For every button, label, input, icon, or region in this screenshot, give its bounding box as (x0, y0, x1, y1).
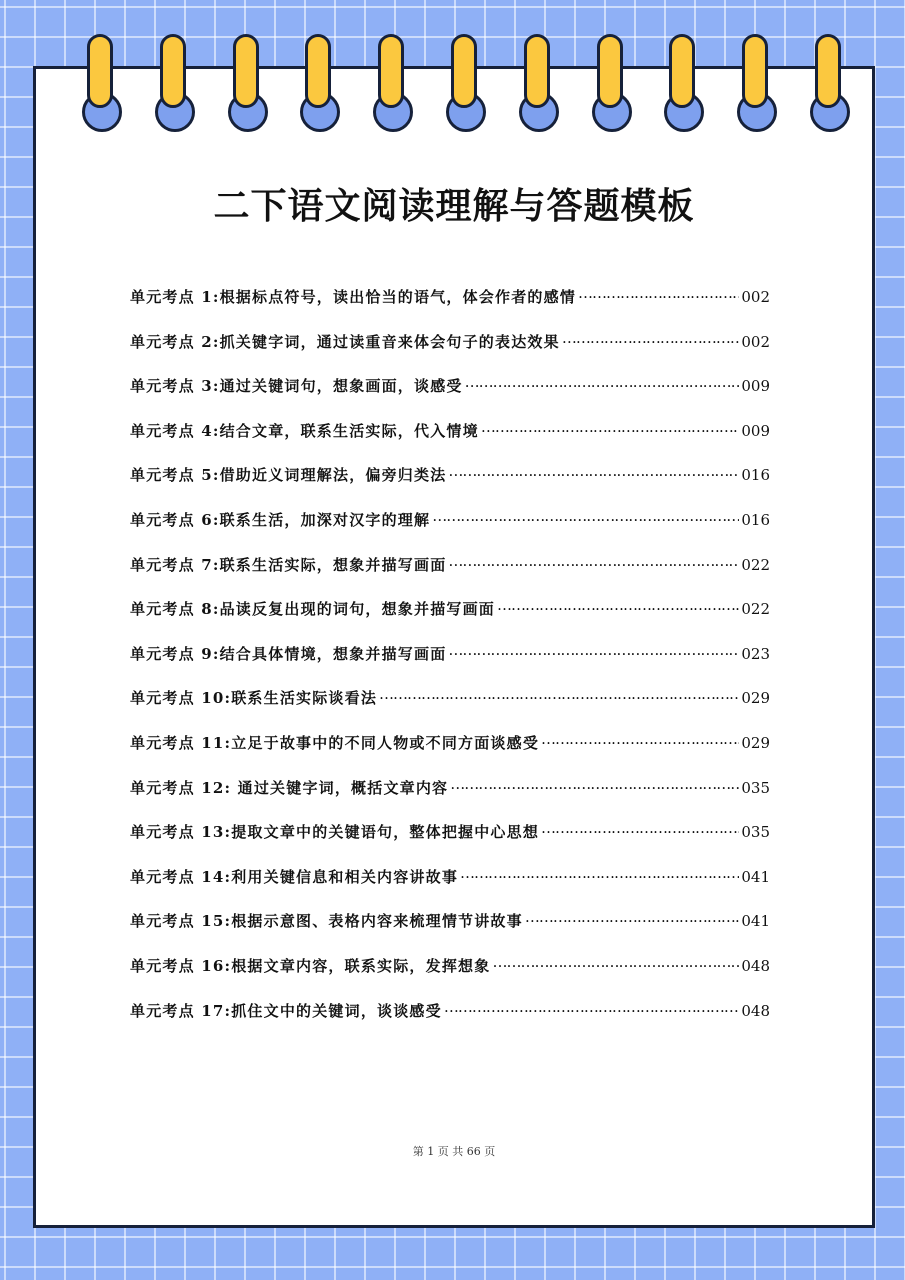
toc-entry[interactable] (130, 685, 770, 730)
toc-entry[interactable] (130, 998, 770, 1043)
toc-leader-dots (448, 552, 739, 570)
table-of-contents (130, 284, 770, 1042)
toc-leader-dots (481, 418, 740, 436)
toc-entry-page: 041 (741, 867, 770, 886)
toc-entry-label: 单元考点 7:联系生活实际，想象并描写画面 (130, 555, 447, 574)
toc-entry-label: 单元考点 14:利用关键信息和相关内容讲故事 (130, 867, 459, 886)
toc-entry[interactable] (130, 284, 770, 329)
toc-leader-dots (432, 507, 739, 525)
ring-clip (378, 34, 404, 108)
toc-entry-label: 单元考点 5:借助近义词理解法，偏旁归类法 (130, 466, 447, 485)
toc-leader-dots (578, 284, 739, 302)
toc-leader-dots (492, 953, 739, 971)
binder-ring-icon (520, 34, 554, 130)
toc-entry[interactable] (130, 864, 770, 909)
toc-entry-label: 单元考点 13:提取文章中的关键语句，整体把握中心思想 (130, 823, 540, 842)
toc-entry-label: 单元考点 17:抓住文中的关键词，谈谈感受 (130, 1001, 442, 1020)
toc-entry[interactable] (130, 908, 770, 953)
toc-entry[interactable] (130, 596, 770, 641)
toc-entry-page: 035 (741, 823, 770, 842)
toc-entry[interactable] (130, 730, 770, 775)
toc-leader-dots (465, 373, 740, 391)
toc-leader-dots (541, 819, 739, 837)
toc-entry-page: 016 (741, 466, 770, 485)
toc-entry[interactable] (130, 329, 770, 374)
toc-leader-dots (444, 998, 740, 1016)
ring-clip (669, 34, 695, 108)
toc-leader-dots (450, 775, 739, 793)
toc-entry-page: 023 (741, 644, 770, 663)
toc-entry-label: 单元考点 11:立足于故事中的不同人物或不同方面谈感受 (130, 733, 540, 752)
toc-entry-label: 单元考点 10:联系生活实际谈看法 (130, 689, 378, 708)
page-footer: 第 1 页 共 66 页 (412, 1145, 496, 1158)
toc-leader-dots (448, 462, 739, 480)
toc-entry-label: 单元考点 15:根据示意图、表格内容来梳理情节讲故事 (130, 912, 523, 931)
toc-entry[interactable] (130, 462, 770, 507)
ring-clip (87, 34, 113, 108)
toc-leader-dots (525, 908, 740, 926)
toc-leader-dots (460, 864, 739, 882)
ring-clip (233, 34, 259, 108)
ring-clip (597, 34, 623, 108)
toc-entry-page: 048 (741, 956, 770, 975)
binder-ring-icon (83, 34, 117, 130)
toc-entry-label: 单元考点 9:结合具体情境，想象并描写画面 (130, 644, 447, 663)
toc-entry-label: 单元考点 16:根据文章内容，联系实际，发挥想象 (130, 956, 491, 975)
toc-entry[interactable] (130, 819, 770, 864)
toc-entry-page: 022 (741, 600, 770, 619)
toc-entry[interactable] (130, 507, 770, 552)
ring-clip (451, 34, 477, 108)
toc-entry-label: 单元考点 1:根据标点符号，读出恰当的语气，体会作者的感情 (130, 288, 576, 306)
ring-clip (524, 34, 550, 108)
toc-entry-label: 单元考点 4:结合文章，联系生活实际，代入情境 (130, 421, 479, 440)
toc-entry-page: 002 (741, 332, 770, 351)
toc-entry-page: 009 (741, 377, 770, 396)
binder-ring-icon (229, 34, 263, 130)
toc-entry-page: 016 (741, 510, 770, 529)
binder-ring-icon (593, 34, 627, 130)
page-title: 二下语文阅读理解与答题模板 (213, 186, 695, 227)
toc-entry[interactable] (130, 373, 770, 418)
binder-ring-icon (374, 34, 408, 130)
ring-clip (742, 34, 768, 108)
toc-entry-page: 035 (741, 778, 770, 797)
toc-entry[interactable] (130, 775, 770, 820)
toc-entry-page: 002 (741, 288, 770, 306)
binder-ring-icon (447, 34, 481, 130)
toc-entry-label: 单元考点 3:通过关键词句，想象画面，谈感受 (130, 377, 463, 396)
toc-entry-page: 029 (741, 689, 770, 708)
binder-ring-icon (156, 34, 190, 130)
toc-entry-page: 009 (741, 421, 770, 440)
toc-leader-dots (541, 730, 739, 748)
ring-clip (815, 34, 841, 108)
toc-entry[interactable] (130, 641, 770, 686)
toc-entry-page: 041 (741, 912, 770, 931)
binder-ring-icon (738, 34, 772, 130)
toc-leader-dots (562, 329, 740, 347)
toc-leader-dots (448, 641, 739, 659)
ring-clip (160, 34, 186, 108)
ring-clip (305, 34, 331, 108)
binder-ring-icon (301, 34, 335, 130)
binder-ring-icon (665, 34, 699, 130)
toc-entry[interactable] (130, 552, 770, 597)
binder-ring-icon (811, 34, 845, 130)
toc-entry-label: 单元考点 12: 通过关键字词，概括文章内容 (130, 778, 449, 797)
toc-entry[interactable] (130, 953, 770, 998)
toc-entry[interactable] (130, 418, 770, 463)
toc-entry-label: 单元考点 8:品读反复出现的词句，想象并描写画面 (130, 600, 495, 619)
toc-leader-dots (379, 685, 739, 703)
toc-entry-page: 029 (741, 733, 770, 752)
toc-entry-page: 022 (741, 555, 770, 574)
toc-entry-page: 048 (741, 1001, 770, 1020)
toc-leader-dots (497, 596, 739, 614)
toc-entry-label: 单元考点 6:联系生活，加深对汉字的理解 (130, 510, 431, 529)
toc-entry-label: 单元考点 2:抓关键字词，通过读重音来体会句子的表达效果 (130, 332, 560, 351)
